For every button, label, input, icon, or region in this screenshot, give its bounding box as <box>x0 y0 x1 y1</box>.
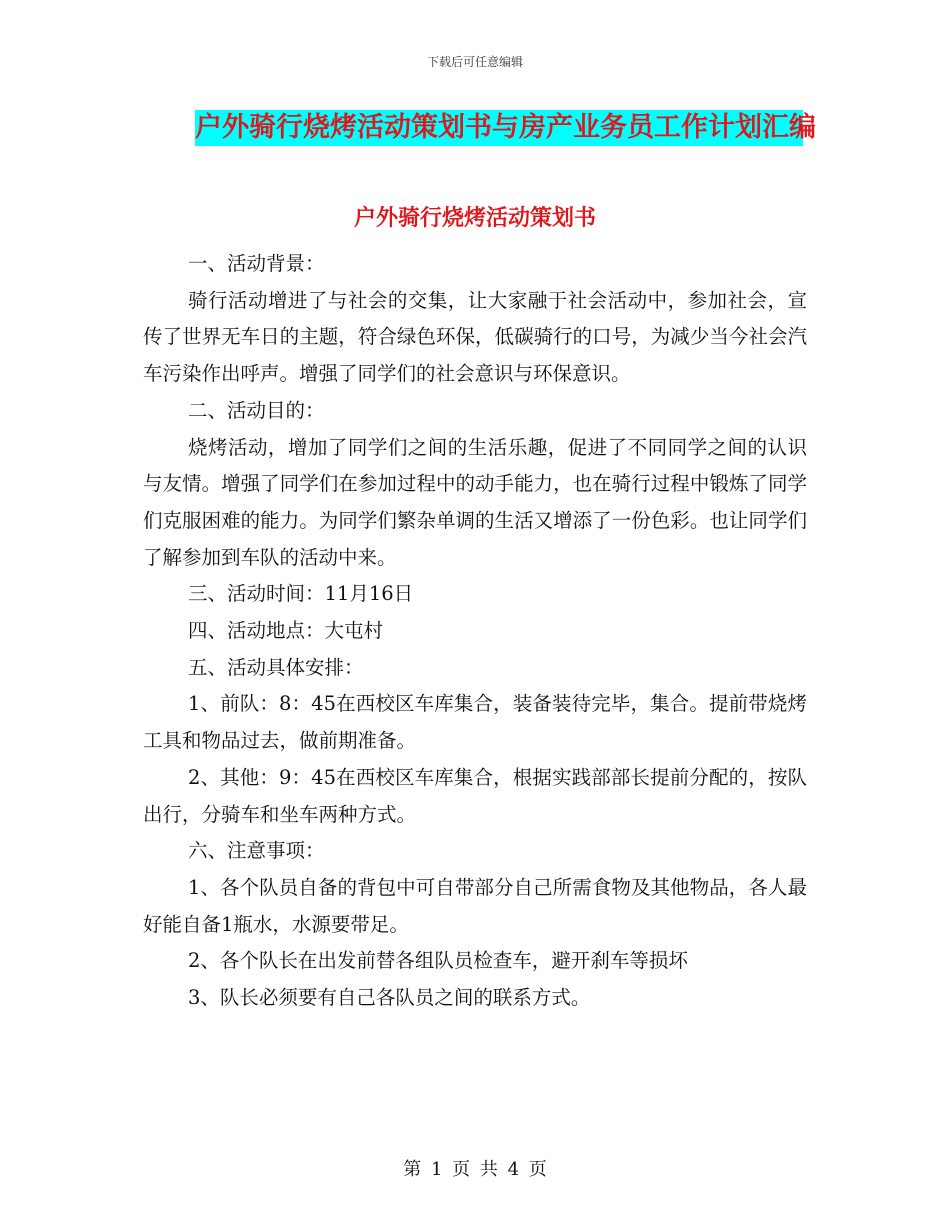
paragraph-arrangement-1: 1、前队：8：45在西校区车库集合，装备装待完毕，集合。提前带烧烤工具和物品过去，做前期准备。 <box>143 692 807 753</box>
paragraph-background: 骑行活动增进了与社会的交集，让大家融于社会活动中，参加社会，宣传了世界无车日的主题，符合绿色环保，低碳骑行的口号，为减少当今社会汽车污染作出呼声。增强了同学们的社会意识与环保意识。 <box>143 288 807 386</box>
page-number: 第 1 页 共 4 页 <box>403 1159 547 1180</box>
paragraph-background-heading: 一、活动背景： <box>188 252 325 275</box>
document-body <box>143 246 807 1017</box>
paragraph-notes-heading: 六、注意事项： <box>188 839 325 863</box>
header-note: 下载后可任意编辑 <box>426 55 523 69</box>
paragraph-arrangement-2: 2、其他：9：45在西校区车库集合，根据实践部部长提前分配的，按队出行，分骑车和坐车两种方式。 <box>143 765 807 826</box>
section-title: 户外骑行烧烤活动策划书 <box>353 206 596 231</box>
paragraph-purpose-heading: 二、活动目的： <box>188 398 325 422</box>
paragraph-location: 四、活动地点：大屯村 <box>188 619 384 643</box>
paragraph-note-2: 2、各个队长在出发前替各组队员检查车，避开刹车等损坏 <box>188 949 688 973</box>
paragraph-note-1: 1、各个队员自备的背包中可自带部分自己所需食物及其他物品，各人最好能自备1瓶水，水源要带足。 <box>143 875 807 936</box>
main-title: 户外骑行烧烤活动策划书与房产业务员工作计划汇编 <box>195 110 803 146</box>
paragraph-time: 三、活动时间：11月16日 <box>188 582 414 606</box>
paragraph-arrangement-heading: 五、活动具体安排： <box>188 655 364 679</box>
paragraph-purpose: 烧烤活动，增加了同学们之间的生活乐趣，促进了不同同学之间的认识与友情。增强了同学们在参加过程中的动手能力，也在骑行过程中锻炼了同学们克服困难的能力。为同学们繁杂单调的生活又增添了一份色彩。也让同学们了解参加到车队的活动中来。 <box>143 435 807 569</box>
paragraph-note-3: 3、队长必须要有自己各队员之间的联系方式。 <box>188 986 591 1010</box>
